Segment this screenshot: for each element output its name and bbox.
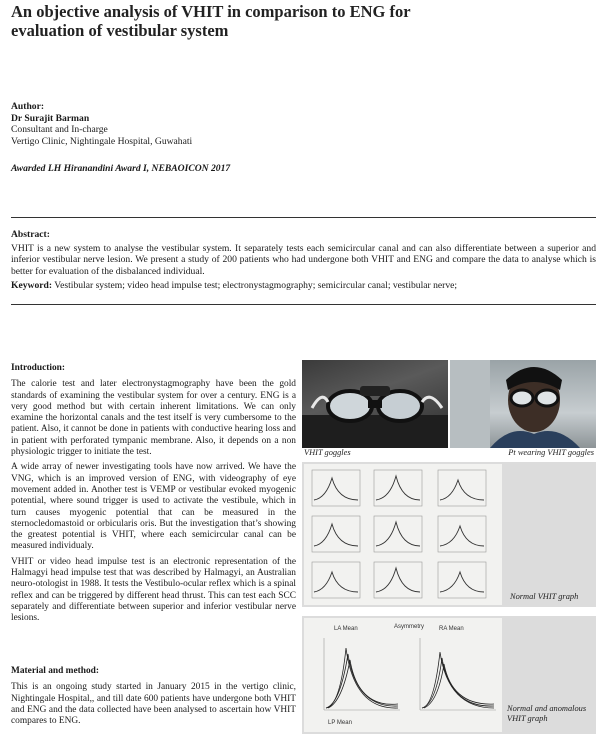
- abstract-section: [11, 229, 596, 292]
- intro-paragraph-3: VHIT or video head impulse test is an electronic representation of the Halmagyi head impulse test that was described by Halmagyi, an Australian neuro-otologist in 1988. It tests the Vestibulo-ocular reflex which is a spinal reflex and can be triggered by different head thrust. This can test each SCC separately and differentiate between superior and inferior vestibular nerve lesions.: [11, 556, 296, 624]
- abstract-text: VHIT is a new system to analyse the vestibular system. It separately tests each semicircular canal and can also differentiate between a superior and inferior vestibular nerve lesion. We present a study of 200 patients who had undergone both VHIT and ENG and compare the data to analyse which is better for evaluation of the disbalanced individual.: [11, 242, 596, 277]
- author-label: Author:: [11, 101, 45, 112]
- graph-label-lmean: LA Mean: [334, 626, 358, 632]
- graph-label-ramean: RA Mean: [439, 626, 464, 632]
- patient-icon: [450, 360, 596, 448]
- normal-graph-panel: [302, 462, 596, 607]
- introduction-section: [11, 363, 296, 629]
- award-line: Awarded LH Hiranandini Award I, NEBAOICON 2017: [11, 163, 231, 174]
- divider-top: [11, 217, 596, 218]
- anomalous-graph-panel: [302, 616, 596, 734]
- keywords-text: Vestibular system; video head impulse test; electronystagmography; semicircular canal; vestibular nerve;: [54, 280, 458, 291]
- patient-photo: [450, 360, 596, 448]
- divider-bottom: [11, 304, 596, 305]
- intro-paragraph-1: The calorie test and later electronystagmography have been the gold standards of examining the vestibular system for over a century. ENG is a very good method but with certain inherent limitations. We can only examine the horizontal canals and the test itself is very cumbersome to the patient. Also, it cannot be done in patients with conductive hearing loss and in patient with perforated tympanic membrane. Also, it depends on a non physiologic trigger to initiate the test.: [11, 379, 296, 458]
- abstract-heading: Abstract:: [11, 229, 50, 240]
- photo-row: [302, 360, 596, 460]
- graph-label-lpmean: LP Mean: [328, 720, 352, 726]
- methods-text: This is an ongoing study started in January 2015 in the vertigo clinic, Nightingale Hospital,, and till date 600 patients have undergone both VHIT and ENG and the data collected have been analysed to ascertain how VHIT compares to ENG.: [11, 682, 296, 727]
- methods-section: [11, 666, 296, 731]
- paper-title: An objective analysis of VHIT in comparison to ENG for evaluation of vestibular system: [11, 2, 411, 40]
- intro-paragraph-2: A wide array of newer investigating tools have now arrived. We have the VNG, which is an improved version of ENG, with videography of eye movement added in. Another test is VEMP or vestibular evoked myogenic potential, where sound trigger is used to activate the vestibule, which in turn causes myogenic potential that can be measured in the sternocledomastoid or orbicularis oris. But the investigation that’s showing the greatest potential is VHIT, where each semicircular canal can be measured individualy.: [11, 462, 296, 552]
- methods-heading: Material and method:: [11, 666, 100, 676]
- introduction-heading: Introduction:: [11, 363, 66, 373]
- goggles-icon: [302, 360, 448, 448]
- caption-patient: Pt wearing VHIT goggles: [508, 448, 594, 457]
- author-affiliation: Vertigo Clinic, Nightingale Hospital, Guwahati: [11, 135, 193, 147]
- graph-label-asym: Asymmetry: [394, 624, 424, 630]
- caption-normal-graph: Normal VHIT graph: [510, 592, 579, 601]
- goggles-photo: [302, 360, 448, 448]
- anomalous-graph-image: [304, 618, 502, 732]
- author-block: [11, 101, 411, 147]
- caption-goggles: VHIT goggles: [304, 448, 351, 457]
- vhit-graph-icon: [304, 464, 502, 605]
- author-name: Dr Surajit Barman: [11, 112, 90, 124]
- normal-graph-image: [304, 464, 502, 605]
- author-role: Consultant and In-charge: [11, 124, 108, 135]
- keywords-label: Keyword:: [11, 280, 53, 291]
- anomalous-graph-icon: [304, 618, 502, 732]
- keywords-line: [11, 280, 596, 292]
- caption-anomalous-graph: Normal and anomalous VHIT graph: [507, 704, 587, 723]
